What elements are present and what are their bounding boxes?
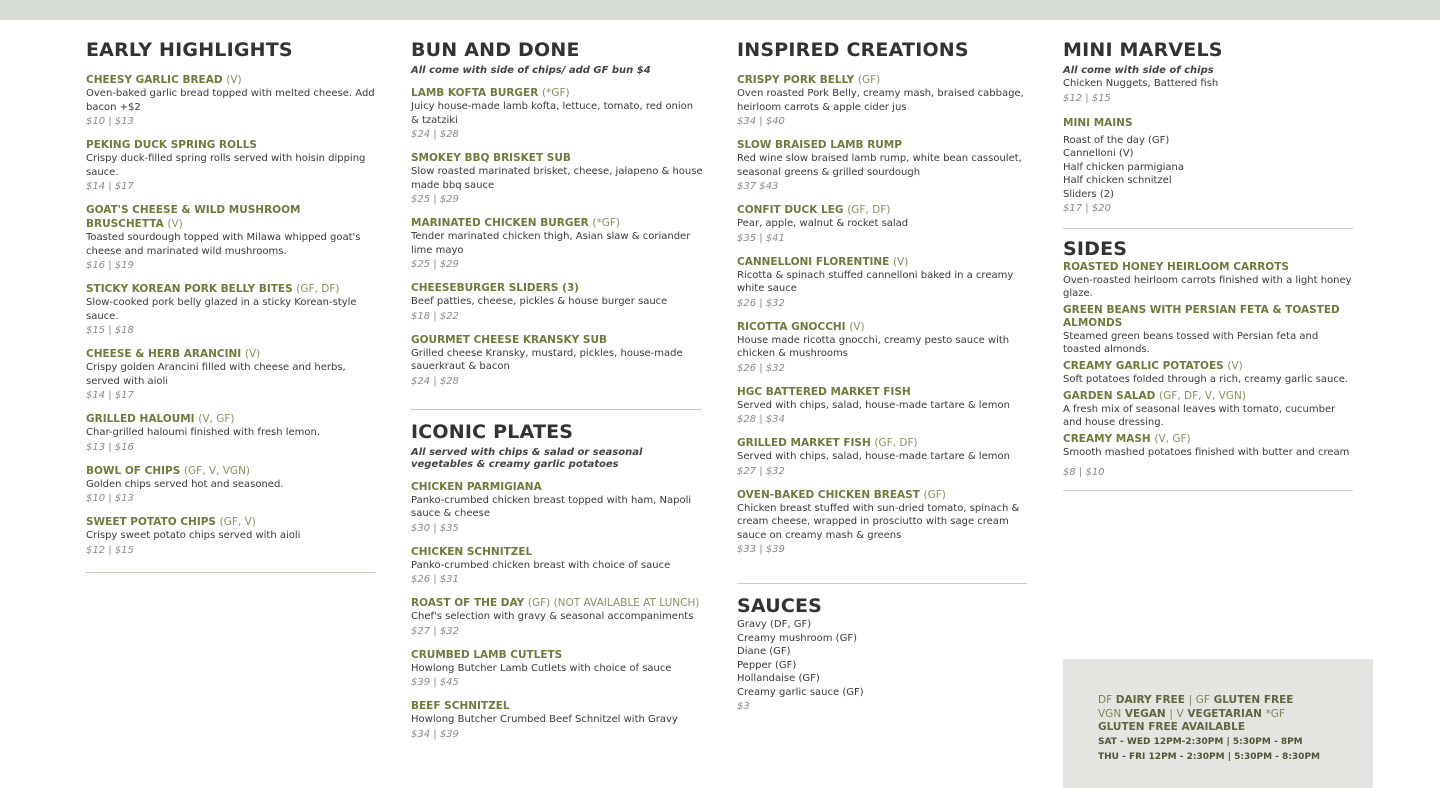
legend-line-3: GLUTEN FREE AVAILABLE (1098, 721, 1246, 733)
list-line: Pepper (GF) (737, 659, 797, 671)
mini-mains-price: $17 | $20 (1063, 203, 1111, 214)
list-line: Half chicken schnitzel (1063, 175, 1172, 186)
menu-item-price: $13 | $16 (86, 441, 134, 453)
menu-item-description: Chicken breast stuffed with sun-dried tomato, spinach & cream cheese, wrapped in prosciutto with sage cream sauce on creamy mash & greens (737, 502, 1020, 541)
menu-item-price: $27 | $32 (411, 625, 459, 637)
column-mini-and-sides (1063, 38, 1355, 491)
dietary-tag: (V) (244, 348, 261, 360)
menu-item-description: Served with chips, salad, house-made tartare & lemon (737, 451, 1010, 462)
menu-item-price: $25 | $29 (411, 259, 459, 270)
menu-item-description: Soft potatoes folded through a rich, creamy garlic sauce. (1063, 374, 1349, 385)
top-banner (0, 0, 1440, 20)
menu-item-name (411, 333, 703, 347)
menu-item-description: Grilled cheese Kransky, mustard, pickles, house-made sauerkraut & bacon (411, 347, 683, 372)
menu-item-price: $33 | $39 (737, 544, 785, 555)
menu-item-description: Chef's selection with gravy & seasonal accompaniments (411, 611, 694, 622)
menu-item-description: Steamed green beans tossed with Persian feta and toasted almonds. (1063, 331, 1319, 355)
section-title-mini-marvels: MINI MARVELS (1063, 39, 1223, 61)
legend-key-vgn: VGN (1098, 707, 1122, 720)
menu-item-title: CANNELLONI FLORENTINE (737, 255, 890, 268)
divider (411, 409, 701, 410)
menu-item-title: OVEN-BAKED CHICKEN BREAST (737, 488, 920, 501)
mini-mains-title: MINI MAINS (1063, 116, 1133, 129)
legend-value-gluten-free: GLUTEN FREE (1213, 694, 1294, 706)
opening-hours-thu-fri: THU - FRI 12PM - 2:30PM | 5:30PM - 8:30PM (1098, 751, 1320, 762)
menu-item-title: SWEET POTATO CHIPS (86, 516, 216, 528)
menu-item-title: CHEESEBURGER SLIDERS (3) (411, 282, 579, 294)
menu-item-title: ROASTED HONEY HEIRLOOM CARROTS (1063, 261, 1289, 273)
menu-item-name (737, 320, 1029, 334)
menu-item (411, 699, 703, 742)
menu-item-description: Pear, apple, walnut & rocket salad (737, 218, 909, 229)
legend-value-dairy-free: DAIRY FREE (1115, 694, 1185, 706)
menu-item-description: Ricotta & spinach stuffed cannelloni baked in a creamy white sauce (737, 269, 1014, 294)
mini-mains-list (1063, 134, 1355, 202)
bun-and-done-list (411, 86, 703, 389)
menu-item-description: Golden chips served hot and seasoned. (86, 478, 284, 490)
section-title-inspired-creations: INSPIRED CREATIONS (737, 39, 969, 61)
menu-item-description: Howlong Butcher Crumbed Beef Schnitzel with Gravy (411, 714, 678, 725)
menu-item-description: Panko-crumbed chicken breast with choice of sauce (411, 559, 671, 571)
list-line: Creamy mushroom (GF) (737, 632, 857, 644)
menu-item-name (737, 385, 1029, 399)
dietary-tag: (V, GF) (198, 413, 235, 425)
menu-item-description: Toasted sourdough topped with Milawa whipped goat's cheese and marinated wild mushrooms. (86, 232, 361, 257)
menu-item-name (737, 203, 1029, 217)
menu-item-title: CHEESE & HERB ARANCINI (86, 348, 242, 360)
section-title-sides: SIDES (1063, 238, 1128, 260)
dietary-tag: (V) (893, 255, 909, 268)
menu-item-description: Oven-roasted heirloom carrots finished with a light honey glaze. (1063, 275, 1352, 299)
menu-item-price: $30 | $35 (411, 522, 459, 534)
divider (737, 583, 1027, 584)
menu-item-price: $39 | $45 (411, 677, 459, 688)
menu-item-price: $25 | $29 (411, 194, 459, 205)
menu-item-title: MARINATED CHICKEN BURGER (411, 217, 589, 229)
legend-separator: | (1169, 707, 1173, 720)
list-line: Hollandaise (GF) (737, 673, 820, 684)
menu-item (737, 436, 1029, 479)
list-line: Half chicken parmigiana (1063, 161, 1184, 173)
menu-item-title: SLOW BRAISED LAMB RUMP (737, 139, 902, 151)
menu-item-price: $15 | $18 (86, 325, 134, 336)
menu-item (411, 596, 703, 639)
menu-item-title: CHICKEN PARMIGIANA (411, 480, 542, 493)
menu-item-name (86, 347, 378, 361)
menu-item (86, 138, 378, 194)
iconic-subtitle: All served with chips & salad or seasonal vegetables & creamy garlic potatoes (411, 446, 643, 470)
section-title-iconic-plates: ICONIC PLATES (411, 420, 574, 443)
menu-item-description: House made ricotta gnocchi, creamy pesto sauce with chicken & mushrooms (737, 334, 1010, 359)
list-line: Sliders (2) (1063, 188, 1115, 200)
menu-item (86, 347, 378, 403)
menu-item-name (411, 480, 703, 494)
mini-marvels-subtitle: All come with side of chips (1063, 65, 1214, 76)
menu-item-description: Crispy golden Arancini filled with cheese and herbs, served with aioli (86, 362, 346, 387)
menu-item-description: Beef patties, cheese, pickles & house burger sauce (411, 296, 668, 307)
menu-item (737, 203, 1029, 246)
divider (1063, 490, 1353, 491)
legend-key-star-gf: *GF (1265, 707, 1285, 720)
menu-item-description: Howlong Butcher Lamb Cutlets with choice of sauce (411, 662, 672, 674)
column-bun-and-iconic (411, 38, 703, 751)
menu-item-title: CREAMY GARLIC POTATOES (1063, 360, 1224, 372)
menu-item-name (86, 73, 378, 87)
menu-item-title: GOURMET CHEESE KRANSKY SUB (411, 333, 608, 346)
menu-item-name (86, 282, 378, 296)
legend-separator: | (1188, 694, 1193, 706)
menu-item (86, 412, 378, 455)
menu-item-price: $34 | $40 (737, 116, 785, 127)
menu-item (86, 203, 378, 273)
column-inspired-creations (737, 38, 1029, 714)
menu-item-name (411, 596, 703, 610)
menu-item-name (411, 281, 703, 295)
menu-item-description: Juicy house-made lamb kofta, lettuce, tomato, red onion & tzatziki (411, 101, 694, 126)
menu-item-price: $14 | $17 (86, 181, 134, 192)
menu-item-title: GRILLED HALOUMI (86, 413, 195, 425)
menu-item-price: $26 | $31 (411, 574, 459, 585)
menu-item-title: BOWL OF CHIPS (86, 464, 181, 477)
menu-item-price: $10 | $13 (86, 116, 134, 127)
menu-item (411, 86, 703, 142)
menu-item-name (411, 648, 703, 662)
legend-line-2 (1098, 708, 1320, 722)
menu-item (737, 138, 1029, 194)
menu-item-title: LAMB KOFTA BURGER (411, 87, 539, 99)
menu-item-price: $27 | $32 (737, 465, 785, 477)
menu-item (737, 385, 1029, 428)
dietary-tag: (GF) (923, 488, 946, 501)
column-early-highlights (86, 38, 378, 573)
divider (86, 572, 376, 573)
menu-item (411, 151, 703, 207)
list-line: Gravy (DF, GF) (737, 619, 812, 630)
section-title-sauces: SAUCES (737, 595, 823, 617)
menu-item-price: $35 | $41 (737, 232, 785, 244)
inspired-creations-list (737, 73, 1029, 557)
menu-item-description: Oven roasted Pork Belly, creamy mash, braised cabbage, heirloom carrots & apple cider jus (737, 88, 1024, 113)
dietary-tag: (V, GF) (1154, 433, 1191, 445)
menu-item-name (411, 699, 703, 713)
dietary-tag: (GF) (NOT AVAILABLE AT LUNCH) (527, 597, 700, 609)
menu-item-description: Crispy duck-filled spring rolls served with hoisin dipping sauce. (86, 153, 366, 178)
menu-item-description: Tender marinated chicken thigh, Asian slaw & coriander lime mayo (411, 231, 691, 256)
menu-item (86, 464, 378, 507)
menu-item-title: PEKING DUCK SPRING ROLLS (86, 139, 257, 151)
dietary-tag: (V) (849, 320, 865, 333)
menu-item-price: $24 | $28 (411, 375, 459, 387)
menu-item-price: $26 | $32 (737, 297, 785, 309)
menu-item-title: HGC BATTERED MARKET FISH (737, 385, 911, 398)
menu-item-name (86, 464, 378, 478)
dietary-tag: (V) (1227, 360, 1243, 372)
menu-item-title: BEEF SCHNITZEL (411, 700, 510, 712)
menu-item-name (86, 412, 378, 426)
menu-item-price: $26 | $32 (737, 362, 785, 374)
menu-item-description: Red wine slow braised lamb rump, white bean cassoulet, seasonal greens & grilled sourdough (737, 153, 1022, 178)
menu-item (86, 73, 378, 129)
menu-item-name (86, 203, 378, 231)
dietary-legend-box (1063, 659, 1373, 788)
menu-item-name (411, 545, 703, 559)
menu-item (86, 282, 378, 338)
menu-item (737, 73, 1029, 129)
menu-item-name (1063, 390, 1355, 403)
legend-key-df: DF (1098, 694, 1113, 706)
menu-item (1063, 390, 1355, 429)
early-highlights-list (86, 73, 378, 558)
menu-item (1063, 433, 1355, 459)
menu-item-title: GREEN BEANS WITH PERSIAN FETA & TOASTED ALMONDS (1063, 304, 1340, 329)
menu-item-name (737, 255, 1029, 269)
opening-hours-sat-wed: SAT - WED 12PM-2:30PM | 5:30PM - 8PM (1098, 736, 1303, 747)
menu-item-title: ROAST OF THE DAY (411, 597, 525, 609)
sides-price: $8 | $10 (1063, 467, 1105, 478)
menu-item-name (411, 151, 703, 165)
list-line: Creamy garlic sauce (GF) (737, 686, 864, 698)
mini-marvels-price: $12 | $15 (1063, 92, 1111, 104)
menu-item-title: STICKY KOREAN PORK BELLY BITES (86, 283, 293, 295)
dietary-tag: (GF, DF) (874, 437, 918, 449)
menu-item-name (86, 515, 378, 529)
menu-item (737, 255, 1029, 311)
mini-marvels-desc: Chicken Nuggets, Battered fish (1063, 78, 1219, 89)
dietary-tag: (*GF) (541, 87, 570, 99)
menu-item-description: Slow roasted marinated brisket, cheese, jalapeno & house made bbq sauce (411, 166, 703, 191)
sides-list (1063, 261, 1355, 459)
menu-item-title: SMOKEY BBQ BRISKET SUB (411, 152, 571, 164)
menu-item-description: Served with chips, salad, house-made tartare & lemon (737, 399, 1010, 411)
menu-item-title: CRISPY PORK BELLY (737, 74, 855, 86)
menu-item-price: $12 | $15 (86, 544, 134, 556)
menu-item-title: CONFIT DUCK LEG (737, 204, 844, 216)
menu-item (1063, 261, 1355, 300)
dietary-tag: (GF, DF) (847, 204, 891, 216)
dietary-tag: (GF, V) (219, 516, 256, 528)
dietary-tag: (GF, DF, V, VGN) (1159, 390, 1246, 402)
menu-item-name (1063, 360, 1355, 373)
section-title-early-highlights: EARLY HIGHLIGHTS (86, 39, 293, 61)
menu-item-name (737, 488, 1029, 502)
menu-item-price: $28 | $34 (737, 414, 785, 425)
menu-item-price: $16 | $19 (86, 260, 134, 271)
menu-item-name (1063, 433, 1355, 446)
menu-item-price: $10 | $13 (86, 493, 134, 504)
menu-item-name (1063, 261, 1355, 274)
iconic-plates-list (411, 480, 703, 742)
menu-item-price: $37 $43 (737, 181, 779, 192)
menu-item (411, 216, 703, 272)
menu-item-description: Panko-crumbed chicken breast topped with ham, Napoli sauce & cheese (411, 494, 692, 519)
menu-item-price: $18 | $22 (411, 310, 459, 322)
menu-item-title: GRILLED MARKET FISH (737, 437, 871, 449)
sauces-price: $3 (737, 701, 750, 712)
dietary-tag: (*GF) (592, 217, 621, 229)
legend-line-1 (1098, 694, 1320, 708)
menu-item (411, 480, 703, 536)
dietary-tag: (V) (167, 218, 183, 230)
list-line: Roast of the day (GF) (1063, 134, 1170, 146)
menu-item (1063, 360, 1355, 386)
dietary-tag: (GF, V, VGN) (183, 464, 251, 477)
menu-item-name (737, 73, 1029, 87)
legend-key-v: V (1176, 707, 1184, 720)
menu-item-price: $24 | $28 (411, 129, 459, 140)
menu-item-name (737, 138, 1029, 152)
menu-item (737, 320, 1029, 376)
menu-item-name (411, 216, 703, 230)
menu-item-title: GARDEN SALAD (1063, 390, 1156, 402)
legend-value-vegan: VEGAN (1124, 707, 1166, 720)
list-line: Cannelloni (V) (1063, 148, 1134, 159)
bun-subtitle: All come with side of chips/ add GF bun $4 (411, 65, 651, 76)
menu-item-description: A fresh mix of seasonal leaves with tomato, cucumber and house dressing. (1063, 404, 1336, 428)
menu-item-name (86, 138, 378, 152)
menu-item-title: CREAMY MASH (1063, 433, 1151, 445)
list-line: Diane (GF) (737, 646, 791, 657)
menu-item-description: Slow-cooked pork belly glazed in a sticky Korean-style sauce. (86, 297, 357, 322)
menu-item (737, 488, 1029, 558)
menu-item-description: Oven-baked garlic bread topped with melted cheese. Add bacon +$2 (86, 88, 375, 113)
menu-item-price: $34 | $39 (411, 728, 459, 740)
dietary-tag: (GF, DF) (296, 283, 340, 295)
menu-item-title: CHICKEN SCHNITZEL (411, 545, 533, 558)
menu-item-price: $14 | $17 (86, 390, 134, 401)
menu-item-title: RICOTTA GNOCCHI (737, 320, 846, 333)
menu-item-name (1063, 304, 1355, 330)
legend-key-gf: GF (1195, 694, 1210, 706)
menu-item-title: CHEESY GARLIC BREAD (86, 74, 223, 86)
menu-item (411, 333, 703, 389)
menu-item (411, 281, 703, 324)
menu-item (1063, 304, 1355, 356)
menu-item-title: CRUMBED LAMB CUTLETS (411, 648, 563, 661)
menu-item (411, 648, 703, 691)
sauces-list (737, 618, 1029, 699)
dietary-tag: (V) (226, 74, 242, 86)
dietary-tag: (GF) (857, 74, 881, 86)
menu-item-description: Smooth mashed potatoes finished with butter and cream (1063, 447, 1350, 458)
menu-item (86, 515, 378, 558)
section-title-bun-and-done: BUN AND DONE (411, 39, 580, 61)
menu-item-title: GOAT'S CHEESE & WILD MUSHROOM BRUSCHETTA (86, 204, 301, 230)
divider (1063, 228, 1353, 229)
menu-item-name (411, 86, 703, 100)
menu-item (411, 545, 703, 588)
menu-item-description: Char-grilled haloumi finished with fresh lemon. (86, 427, 321, 438)
menu-item-description: Crispy sweet potato chips served with aioli (86, 530, 301, 541)
menu-item-name (737, 436, 1029, 450)
legend-value-vegetarian: VEGETARIAN (1187, 707, 1262, 720)
